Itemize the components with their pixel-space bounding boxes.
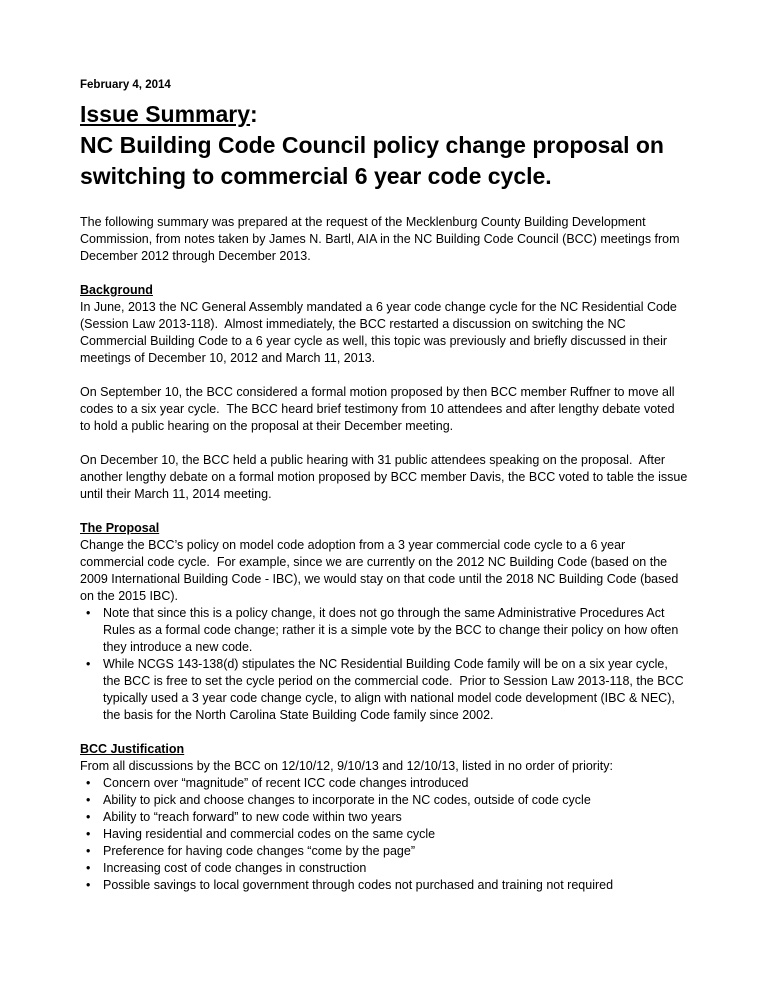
justification-bullet-7-text: Possible savings to local government through codes not purchased and training not required — [103, 878, 614, 892]
document-subtitle: NC Building Code Council policy change proposal on switching to commercial 6 year code cycle. — [80, 132, 664, 189]
intro-paragraph: The following summary was prepared at the request of the Mecklenburg County Building Development Commission, from notes taken by James N. Bartl, AIA in the NC Building Code Council (BCC) meetings from December 2012 through December 2013. — [80, 215, 684, 263]
justification-bullet-6-text: Increasing cost of code changes in construction — [103, 861, 367, 875]
bullet-icon: • — [86, 606, 91, 620]
bullet-icon: • — [86, 810, 91, 824]
proposal-paragraph: Change the BCC’s policy on model code adoption from a 3 year commercial code cycle to a 6 year commercial code cycle. For example, since we are currently on the 2012 NC Building Code (based on the 2009 International Building Code - IBC), we would stay on that code until the 2018 NC Building Code (based on the 2015 IBC). — [80, 538, 682, 603]
justification-heading: BCC Justification — [80, 742, 185, 756]
document-title — [80, 99, 688, 130]
justification-bullet-2-text: Ability to pick and choose changes to incorporate in the NC codes, outside of code cycle — [103, 793, 591, 807]
bullet-icon: • — [86, 827, 91, 841]
background-heading: Background — [80, 283, 153, 297]
proposal-bullet-1 — [80, 605, 688, 656]
proposal-heading: The Proposal — [80, 521, 160, 535]
proposal-bullet-2 — [80, 656, 688, 724]
bullet-icon: • — [86, 776, 91, 790]
background-paragraph-1: In June, 2013 the NC General Assembly mandated a 6 year code change cycle for the NC Residential Code (Session Law 2013-118). Almost immediately, the BCC restarted a discussion on switching the NC Commercial Building Code to a 6 year cycle as well, this topic was previously and briefly discussed in their meetings of December 10, 2012 and March 11, 2013. — [80, 300, 681, 365]
document-date: February 4, 2014 — [80, 79, 171, 91]
justification-bullet-1-text: Concern over “magnitude” of recent ICC code changes introduced — [103, 776, 469, 790]
justification-bullet-5-text: Preference for having code changes “come by the page” — [103, 844, 415, 858]
justification-bullet-4 — [80, 826, 688, 843]
background-paragraph-3: On December 10, the BCC held a public hearing with 31 public attendees speaking on the proposal. After another lengthy debate on a formal motion proposed by BCC member Davis, the BCC voted to table the issue until their March 11, 2014 meeting. — [80, 453, 691, 501]
bullet-icon: • — [86, 844, 91, 858]
proposal-bullet-2-text: While NCGS 143-138(d) stipulates the NC Residential Building Code family will be on a six year cycle, the BCC is free to set the cycle period on the commercial code. Prior to Session Law 2013-118, the BCC typically used a 3 year code change cycle, to align with national model code development (IBC & NEC), the basis for the North Carolina State Building Code family since 2002. — [103, 657, 688, 722]
justification-bullet-1 — [80, 775, 688, 792]
justification-intro: From all discussions by the BCC on 12/10/12, 9/10/13 and 12/10/13, listed in no order of priority: — [80, 759, 613, 773]
justification-bullet-6 — [80, 860, 688, 877]
title-issue-summary: Issue Summary — [80, 101, 251, 127]
justification-bullet-3-text: Ability to “reach forward” to new code within two years — [103, 810, 402, 824]
bullet-icon: • — [86, 861, 91, 875]
justification-bullet-4-text: Having residential and commercial codes on the same cycle — [103, 827, 436, 841]
justification-bullet-7 — [80, 877, 688, 894]
background-paragraph-2: On September 10, the BCC considered a formal motion proposed by then BCC member Ruffner to move all codes to a six year cycle. The BCC heard brief testimony from 10 attendees and after lengthy debate voted to hold a public hearing on the proposal at their December meeting. — [80, 385, 679, 433]
bullet-icon: • — [86, 878, 91, 892]
justification-bullet-5 — [80, 843, 688, 860]
title-colon: : — [250, 101, 258, 127]
justification-bullet-2 — [80, 792, 688, 809]
justification-bullet-3 — [80, 809, 688, 826]
bullet-icon: • — [86, 793, 91, 807]
bullet-icon: • — [86, 657, 91, 671]
proposal-bullet-1-text: Note that since this is a policy change, it does not go through the same Administrative Procedures Act Rules as a formal code change; rather it is a simple vote by the BCC to change their policy on how often they introduce a new code. — [103, 606, 682, 654]
